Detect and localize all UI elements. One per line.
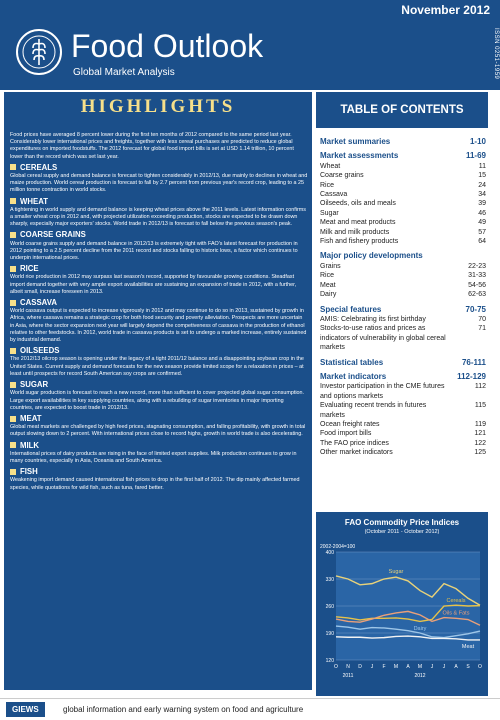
toc-entry-page: 54-56 [468,281,486,289]
toc-section-label: Market assessments [320,151,399,161]
toc-entry-label: Wheat [320,162,341,170]
publication-title: Food Outlook [71,28,264,64]
x-tick-label: J [430,664,434,670]
highlight-heading-label: WHEAT [20,196,49,206]
highlight-heading [10,198,308,205]
toc-entry[interactable] [320,401,486,420]
footer-tag: GIEWS [6,702,45,717]
square-bullet-icon [10,198,16,204]
highlights-title: HIGHLIGHTS [80,96,236,117]
toc-entry-page: 115 [474,402,486,410]
highlight-paragraph: World coarse grains supply and demand balance in 2012/13 is extremely tight with FAO's latest forecast for production in 2012 pointing to a 2.5 percent decline from the 2011 record and stocks falling to historic lows, a factor which continues to underpin international prices. [10,240,298,262]
square-bullet-icon [10,382,16,388]
toc-section-pages: 76-111 [461,357,486,367]
toc-entry[interactable] [320,429,486,438]
chart-subtitle: (October 2011 - October 2012) [364,529,440,535]
x-tick-label: J [370,664,374,670]
series-label: Oils & Fats [442,610,470,617]
highlight-paragraph: World sugar production is forecast to reach a new record, more than sufficient to cover projected global sugar consumption. Large export availabilities in key supplying countries, along with a rebuilding of sugar inventories in major importing countries, are expected to boost trade in 2012/13. [10,390,305,411]
toc-entry-label: Coarse grains [320,172,364,180]
highlight-heading [10,381,308,388]
toc-entry-page: 125 [474,449,486,457]
toc-entry[interactable] [320,218,486,227]
toc-entry-label: Meat [320,281,336,289]
highlight-heading [10,415,308,422]
chart-plot [316,540,488,694]
highlights-panel [4,92,312,690]
toc-entry-label: Fish and fishery products [320,238,399,246]
x-tick-label: A [454,664,458,670]
highlight-heading [10,347,308,354]
toc-entry-label: Ocean freight rates [320,420,380,428]
toc-entry-page: 11 [478,162,486,170]
toc-entry-page: 70 [478,315,486,323]
x-tick-label: S [466,664,470,670]
highlight-heading [10,265,308,272]
toc-entry-label: Rice [320,272,335,280]
toc-section[interactable] [320,251,486,260]
highlight-heading-label: RICE [20,264,39,274]
toc-section-pages: 11-69 [465,151,486,161]
header-banner [0,0,500,90]
highlight-paragraph: Weakening import demand caused international fish prices to drop in the first half of 2012. The dip mainly affected farmed species, while quotations for wild fish, such as tuna, fared better. [10,477,300,491]
toc-entry-label: Evaluating recent trends in futures markets [320,402,427,419]
series-label: Cereals [446,598,466,605]
toc-entry[interactable] [320,237,486,246]
highlight-heading-label: CASSAVA [20,298,57,308]
series-label: Sugar [388,569,404,576]
toc-entry-page: 119 [474,420,486,428]
toc-entry-page: 39 [478,200,486,208]
toc-entry-label: AMIS: Celebrating its first birthday [320,315,426,323]
toc-entry-page: 15 [478,172,486,180]
x-tick-label: F [382,664,386,670]
toc-entry-page: 31-33 [468,272,486,280]
chart-title: FAO Commodity Price Indices [344,518,460,527]
toc-entry[interactable] [320,228,486,237]
toc-entry-page: 64 [478,238,486,246]
toc-entry-page: 22-23 [468,262,486,270]
toc-section-label: Statistical tables [320,357,384,367]
y-axis-label: 2002-2004=100 [320,544,356,550]
toc-entry-label: Investor participation in the CME futures and options markets [320,383,445,400]
square-bullet-icon [10,469,16,475]
toc-entry-page: 57 [478,228,486,236]
highlight-paragraph: A tightening in world supply and demand balance is keeping wheat prices above the 2011 levels. Latest information confirms a smaller wheat crop in 2012 and, with projected utilization exceeding production, stocks are expected to be drawn down sharply, especially major exporters' stocks. World trade in 2012/13 is forecast to fall below the previous season's peak. [10,206,306,228]
y-tick-label: 260 [325,604,334,610]
toc-entry[interactable] [320,262,486,271]
fao-logo-icon [15,28,63,76]
toc-section-pages: 112-129 [457,371,486,381]
highlight-heading-label: FISH [20,467,38,477]
highlight-heading [10,231,308,238]
year-label: 2012 [414,673,426,679]
issue-date: November 2012 [401,3,490,17]
series-label: Meat [461,643,475,650]
toc-section-pages: 1-10 [469,137,486,146]
toc-entry-label: Food import bills [320,430,372,438]
toc-entry[interactable] [320,439,486,448]
toc-entry[interactable] [320,162,486,171]
x-tick-label: O [478,664,482,670]
toc-entry[interactable] [320,271,486,280]
toc-entry-label: Cassava [320,191,348,199]
toc-entry-page: 62-63 [468,291,486,299]
toc-entry[interactable] [320,209,486,218]
toc-section-label: Special features [320,304,382,314]
toc-section[interactable] [320,151,486,160]
highlight-paragraph: The 2012/13 oilcrop season is opening under the legacy of a tight 2011/12 balance and a disappointing soybean crop in the United States. Current supply and demand forecasts for the new season provide limited scope for a relaxation in prices – at least until prospects for record South American soy crops are confirmed. [10,356,304,377]
x-tick-label: N [346,664,350,670]
toc-entry-page: 46 [478,209,486,217]
toc-header [316,92,488,128]
toc-entry-label: Dairy [320,291,337,299]
square-bullet-icon [10,232,16,238]
publication-subtitle: Global Market Analysis [73,67,175,78]
highlight-heading-label: MILK [20,440,40,450]
highlight-heading [10,442,308,449]
toc-entry-label: Grains [320,262,341,270]
toc-entry[interactable] [320,281,486,290]
square-bullet-icon [10,442,16,448]
toc-entry-label: Sugar [320,209,339,217]
toc-entry-label: Milk and milk products [320,228,390,236]
highlight-paragraph: International prices of dairy products are rising in the face of limited export supplies. Milk production continues to grow in many countries, especially in Asia, Oceania and South America. [10,450,297,464]
toc-list [320,132,486,458]
toc-entry-page: 34 [478,191,486,199]
x-tick-label: A [406,664,410,670]
y-tick-label: 400 [325,550,334,556]
highlight-heading [10,299,308,306]
toc-entry-page: 121 [474,430,486,438]
toc-title: TABLE OF CONTENTS [340,104,464,116]
toc-entry-label: Meat and meat products [320,219,396,227]
toc-entry[interactable] [320,181,486,190]
toc-entry-label: Oilseeds, oils and meals [320,200,396,208]
highlight-paragraph: World cassava output is expected to increase vigorously in 2012 and may continue to do so in 2013, sustained by growth in Africa, where cassava remains a strategic crop for both food security and poverty alleviation. Prospects are more uncertain in Asia, where the sector expansion next year will largely depend the competiveness of cassava in the production of ethanol relative to other feedstocks. In 2012, world trade in cassava products is set to undergo a marked increase, entirely sustained by industrial demand. [10,308,307,344]
toc-section-label: Major policy developments [320,251,423,261]
x-tick-label: M [417,664,423,670]
toc-entry[interactable] [320,324,486,352]
footer [0,698,500,720]
toc-section[interactable] [320,372,486,381]
toc-section[interactable] [320,358,486,367]
toc-entry[interactable] [320,420,486,429]
series-label: Dairy [413,626,427,632]
toc-entry[interactable] [320,382,486,401]
toc-entry-page: 49 [478,219,486,227]
toc-entry[interactable] [320,290,486,299]
square-bullet-icon [10,164,16,170]
toc-section[interactable] [320,305,486,314]
toc-entry-label: Stocks-to-use ratios and prices as indicators of vulnerability in global cereal markets [320,325,446,352]
price-index-chart [316,512,488,696]
toc-entry-label: Other market indicators [320,449,393,457]
issn-code: ISSN 0251-1959 [493,28,499,80]
highlight-heading [10,468,308,475]
toc-entry[interactable] [320,315,486,324]
highlight-paragraph: World rice production in 2012 may surpass last season's record, supported by favourable growing conditions. Steadfast import demand together with very ample export availabilities are sustaining an expansion of trade in 2012, with a further, albeit small, increase foreseen in 2013. [10,274,297,295]
x-tick-label: O [334,664,338,670]
toc-entry[interactable] [320,199,486,208]
highlight-heading-label: OILSEEDS [20,346,60,356]
toc-entry[interactable] [320,448,486,457]
toc-section-label: Market indicators [320,371,387,381]
toc-entry[interactable] [320,171,486,180]
highlight-heading-label: MEAT [20,413,42,423]
toc-entry-page: 24 [478,181,486,189]
y-tick-label: 120 [325,658,334,664]
toc-section-label: Market summaries [320,137,391,146]
highlight-paragraph: Global meat markets are challenged by high feed prices, stagnating consumption, and falling profitability, with growth in total output slowing down to 2 percent. With international prices close to record highs, growth in world trade is also decelerating. [10,424,306,438]
square-bullet-icon [10,300,16,306]
toc-entry-label: The FAO price indices [320,439,389,447]
x-tick-label: D [358,664,362,670]
x-tick-label: J [442,664,446,670]
toc-entry-page: 112 [474,383,486,391]
highlights-body [10,132,308,495]
square-bullet-icon [10,348,16,354]
highlight-heading-label: CEREALS [20,162,58,172]
square-bullet-icon [10,266,16,272]
highlight-heading-label: COARSE GRAINS [20,230,86,240]
toc-entry-page: 71 [478,325,486,333]
highlight-heading [10,164,308,171]
footer-text: global information and early warning system on food and agriculture [63,705,304,714]
year-label: 2011 [342,673,354,679]
toc-section-pages: 70-75 [465,304,486,314]
highlights-intro: Food prices have averaged 8 percent lower during the first ten months of 2012 compared to the same period last year. Considerably lower international prices and freights, together with less cereal purchases are predicted to reduce global expenditures on imported foodstuffs. The 2012 forecast for global food import bills is set at USD 1.14 trillion, 10 percent lower than the record which was set last year. [10,132,294,160]
y-tick-label: 330 [325,577,334,583]
toc-section[interactable] [320,137,486,146]
x-tick-label: M [393,664,399,670]
toc-entry-page: 122 [474,439,486,447]
y-tick-label: 190 [325,631,334,637]
highlight-paragraph: Global cereal supply and demand balance is forecast to tighten considerably in 2012/13, due mainly to declines in wheat and maize production. World cereal production is forecast to fall by 2.7 percent from previous year's record crop, leading to a 25 million tonne contraction in world stocks. [10,173,308,194]
square-bullet-icon [10,416,16,422]
toc-entry-label: Rice [320,181,335,189]
highlight-heading-label: SUGAR [20,380,49,390]
toc-entry[interactable] [320,190,486,199]
